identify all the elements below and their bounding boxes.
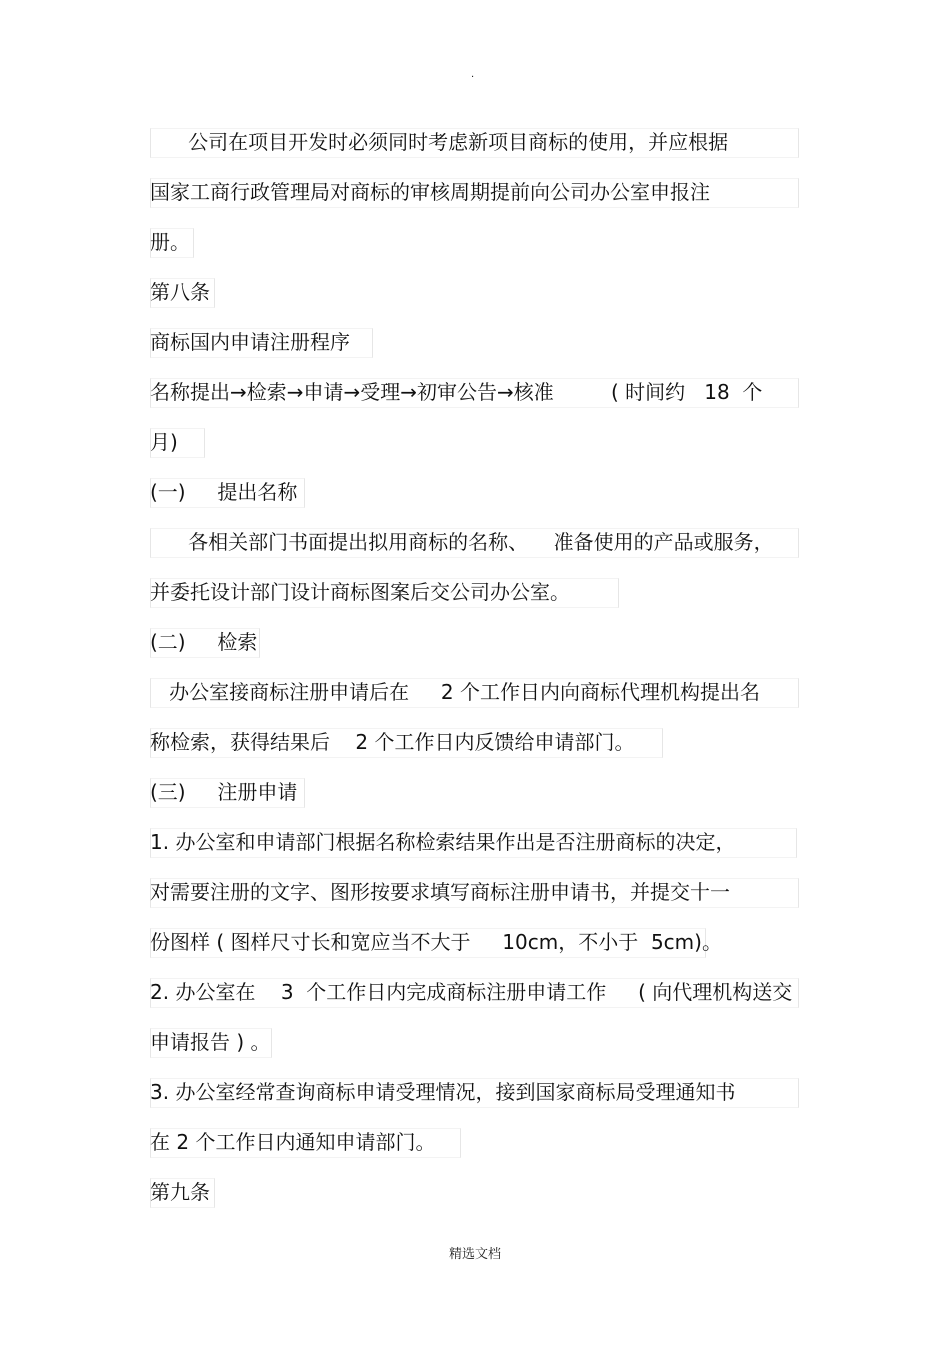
numbered-item-line: 申请报告 ) 。 bbox=[150, 1030, 271, 1054]
body-paragraph-line: 办公室接商标注册申请后在 2 个工作日内向商标代理机构提出名 bbox=[150, 680, 760, 704]
body-paragraph-line: 并委托设计部门设计商标图案后交公司办公室。 bbox=[150, 580, 570, 604]
numbered-item-line: 对需要注册的文字、图形按要求填写商标注册申请书，并提交十一 bbox=[150, 880, 730, 904]
body-paragraph-line: 称检索，获得结果后 2 个工作日内反馈给申请部门。 bbox=[150, 730, 635, 754]
page-footer-label: 精选文档 bbox=[448, 1247, 501, 1262]
subsection-heading: (一) 提出名称 bbox=[150, 480, 298, 504]
process-flow-line: 名称提出→检索→申请→受理→初审公告→核准 ( 时间约 18 个 bbox=[150, 380, 763, 404]
article-heading: 第九条 bbox=[150, 1180, 210, 1204]
article-heading: 第八条 bbox=[150, 280, 210, 304]
subsection-heading: (二) 检索 bbox=[150, 630, 258, 654]
body-paragraph-line: 各相关部门书面提出拟用商标的名称、 准备使用的产品或服务， bbox=[150, 530, 774, 554]
header-mark: . bbox=[471, 69, 475, 80]
subsection-heading: (三) 注册申请 bbox=[150, 780, 298, 804]
numbered-item-line: 3. 办公室经常查询商标申请受理情况，接到国家商标局受理通知书 bbox=[150, 1080, 736, 1104]
numbered-item-line: 在 2 个工作日内通知申请部门。 bbox=[150, 1130, 436, 1154]
body-paragraph-line: 国家工商行政管理局对商标的审核周期提前向公司办公室申报注 bbox=[150, 180, 710, 204]
numbered-item-line: 2. 办公室在 3 个工作日内完成商标注册申请工作 ( 向代理机构送交 bbox=[150, 980, 793, 1004]
body-paragraph-line: 月) bbox=[150, 430, 178, 454]
section-title: 商标国内申请注册程序 bbox=[150, 330, 350, 354]
body-paragraph-line: 册。 bbox=[150, 230, 190, 254]
body-paragraph-line: 公司在项目开发时必须同时考虑新项目商标的使用，并应根据 bbox=[150, 130, 729, 154]
numbered-item-line: 份图样 ( 图样尺寸长和宽应当不大于 10cm，不小于 5cm)。 bbox=[150, 930, 722, 954]
numbered-item-line: 1. 办公室和申请部门根据名称检索结果作出是否注册商标的决定， bbox=[150, 830, 736, 854]
